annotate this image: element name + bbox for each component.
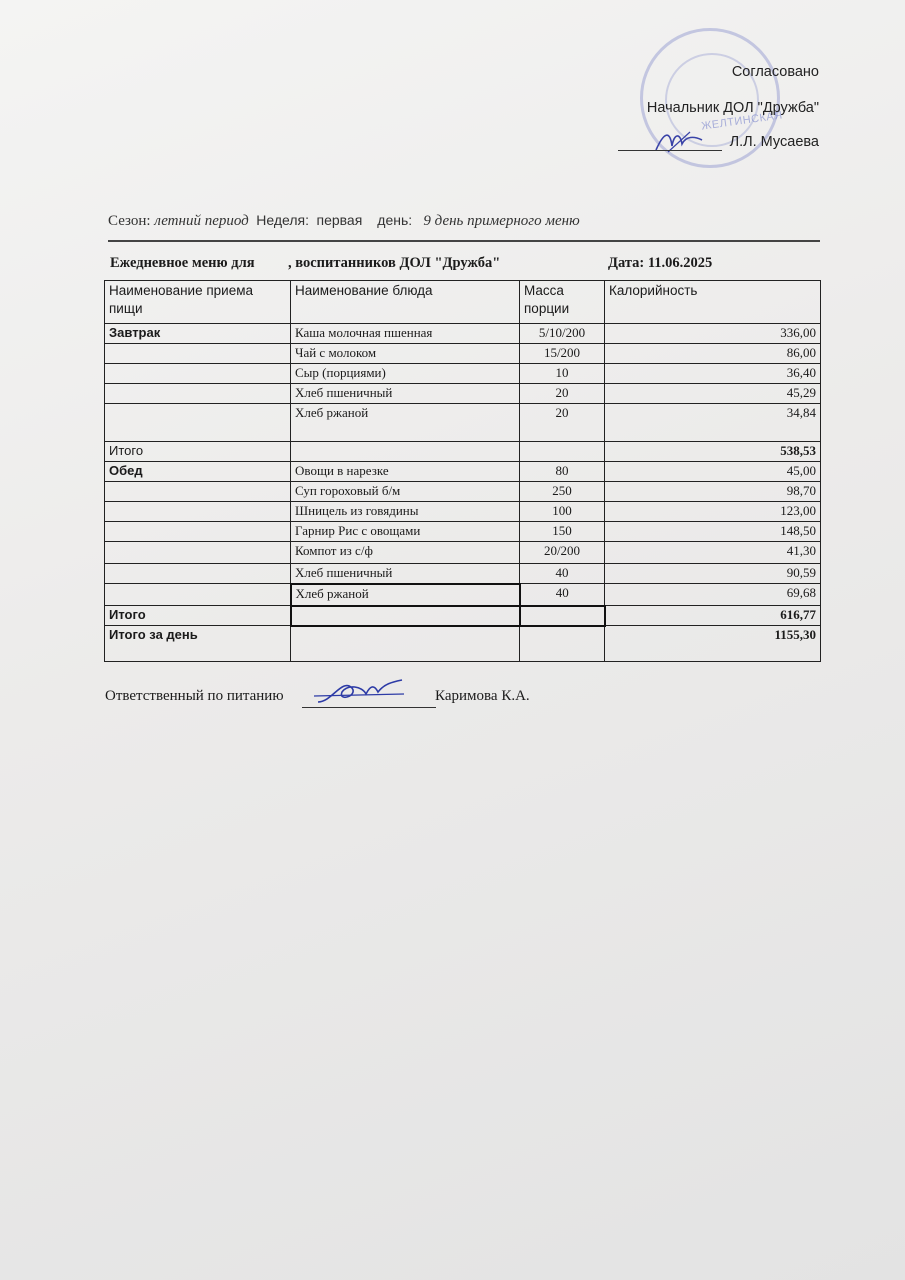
- dish-name: Сыр (порциями): [291, 364, 520, 384]
- header-dish: Наименование блюда: [291, 281, 520, 324]
- table-row: [105, 584, 821, 606]
- empty-cell: [291, 626, 520, 662]
- dish-mass: 15/200: [520, 344, 605, 364]
- dish-name: Овощи в нарезке: [291, 462, 520, 482]
- dish-calories: 123,00: [605, 502, 821, 522]
- approval-position: Начальник ДОЛ "Дружба": [646, 100, 819, 116]
- day-total-value: 1155,30: [605, 626, 821, 662]
- header-rule: [108, 240, 820, 242]
- dish-name: Хлеб пшеничный: [291, 384, 520, 404]
- meal-breakfast: Завтрак: [105, 324, 291, 344]
- dish-name: Хлеб ржаной: [291, 584, 520, 606]
- responsible-name: Каримова К.А.: [435, 688, 530, 704]
- season-line: [108, 212, 580, 230]
- table-row: [105, 364, 821, 384]
- table-header-row: [105, 281, 821, 324]
- approval-signature-line: [618, 150, 722, 151]
- dish-name: Компот из с/ф: [291, 542, 520, 564]
- empty-cell: [520, 606, 605, 626]
- dish-mass: 5/10/200: [520, 324, 605, 344]
- table-row: [105, 482, 821, 502]
- season-value: летний период: [154, 213, 249, 229]
- day-total-label: Итого за день: [105, 626, 291, 662]
- lunch-total-label: Итого: [105, 606, 291, 626]
- empty-cell: [291, 606, 520, 626]
- meal-empty: [105, 502, 291, 522]
- season-label: Сезон:: [108, 213, 151, 229]
- day-value: 9 день примерного меню: [423, 213, 580, 229]
- dish-calories: 36,40: [605, 364, 821, 384]
- menu-group: , воспитанников ДОЛ "Дружба": [288, 255, 501, 271]
- week-label: Неделя:: [256, 212, 309, 228]
- dish-name: Хлеб ржаной: [291, 404, 520, 442]
- dish-name: Чай с молоком: [291, 344, 520, 364]
- header-mass: Масса порции: [520, 281, 605, 324]
- meal-empty: [105, 364, 291, 384]
- meal-empty: [105, 344, 291, 364]
- menu-date: Дата: 11.06.2025: [608, 255, 713, 271]
- responsible-signature: [312, 676, 408, 708]
- breakfast-total-value: 538,53: [605, 442, 821, 462]
- responsible-label: Ответственный по питанию: [105, 688, 284, 704]
- table-row: [105, 324, 821, 344]
- lunch-total-value: 616,77: [605, 606, 821, 626]
- header-meal: Наименование приема пищи: [105, 281, 291, 324]
- dish-calories: 45,00: [605, 462, 821, 482]
- day-total-row: [105, 626, 821, 662]
- table-row: [105, 502, 821, 522]
- meal-empty: [105, 404, 291, 442]
- dish-calories: 148,50: [605, 522, 821, 542]
- header-calories: Калорийность: [605, 281, 821, 324]
- empty-cell: [520, 626, 605, 662]
- director-signature: [650, 126, 710, 156]
- dish-calories: 69,68: [605, 584, 821, 606]
- dish-mass: 100: [520, 502, 605, 522]
- meal-lunch: Обед: [105, 462, 291, 482]
- dish-mass: 250: [520, 482, 605, 502]
- meal-empty: [105, 542, 291, 564]
- dish-calories: 98,70: [605, 482, 821, 502]
- week-value: первая: [316, 212, 363, 228]
- table-row: [105, 404, 821, 442]
- menu-for-label: Ежедневное меню для: [110, 255, 255, 271]
- table-row: [105, 522, 821, 542]
- dish-name: Гарнир Рис с овощами: [291, 522, 520, 542]
- meal-empty: [105, 564, 291, 584]
- table-row: [105, 344, 821, 364]
- dish-calories: 34,84: [605, 404, 821, 442]
- meal-empty: [105, 522, 291, 542]
- dish-mass: 80: [520, 462, 605, 482]
- meal-empty: [105, 384, 291, 404]
- dish-mass: 20/200: [520, 542, 605, 564]
- dish-name: Суп гороховый б/м: [291, 482, 520, 502]
- stamp-text: ЖЕЛТИНСКАЯ: [700, 109, 784, 133]
- dish-calories: 45,29: [605, 384, 821, 404]
- table-row: [105, 542, 821, 564]
- dish-name: Каша молочная пшенная: [291, 324, 520, 344]
- dish-mass: 150: [520, 522, 605, 542]
- table-row: [105, 384, 821, 404]
- approval-title: Согласовано: [731, 64, 819, 80]
- dish-calories: 41,30: [605, 542, 821, 564]
- day-label: день:: [377, 212, 413, 228]
- table-row: [105, 564, 821, 584]
- menu-table: [104, 280, 821, 662]
- dish-mass: 20: [520, 404, 605, 442]
- dish-mass: 10: [520, 364, 605, 384]
- lunch-total-row: [105, 606, 821, 626]
- dish-calories: 86,00: [605, 344, 821, 364]
- empty-cell: [520, 442, 605, 462]
- dish-name: Хлеб пшеничный: [291, 564, 520, 584]
- dish-calories: 336,00: [605, 324, 821, 344]
- meal-empty: [105, 584, 291, 606]
- breakfast-total-label: Итого: [105, 442, 291, 462]
- dish-mass: 20: [520, 384, 605, 404]
- approval-signer: Л.Л. Мусаева: [729, 134, 819, 150]
- breakfast-total-row: [105, 442, 821, 462]
- table-row: [105, 462, 821, 482]
- empty-cell: [291, 442, 520, 462]
- meal-empty: [105, 482, 291, 502]
- dish-mass: 40: [520, 564, 605, 584]
- dish-name: Шницель из говядины: [291, 502, 520, 522]
- dish-calories: 90,59: [605, 564, 821, 584]
- dish-mass: 40: [520, 584, 605, 606]
